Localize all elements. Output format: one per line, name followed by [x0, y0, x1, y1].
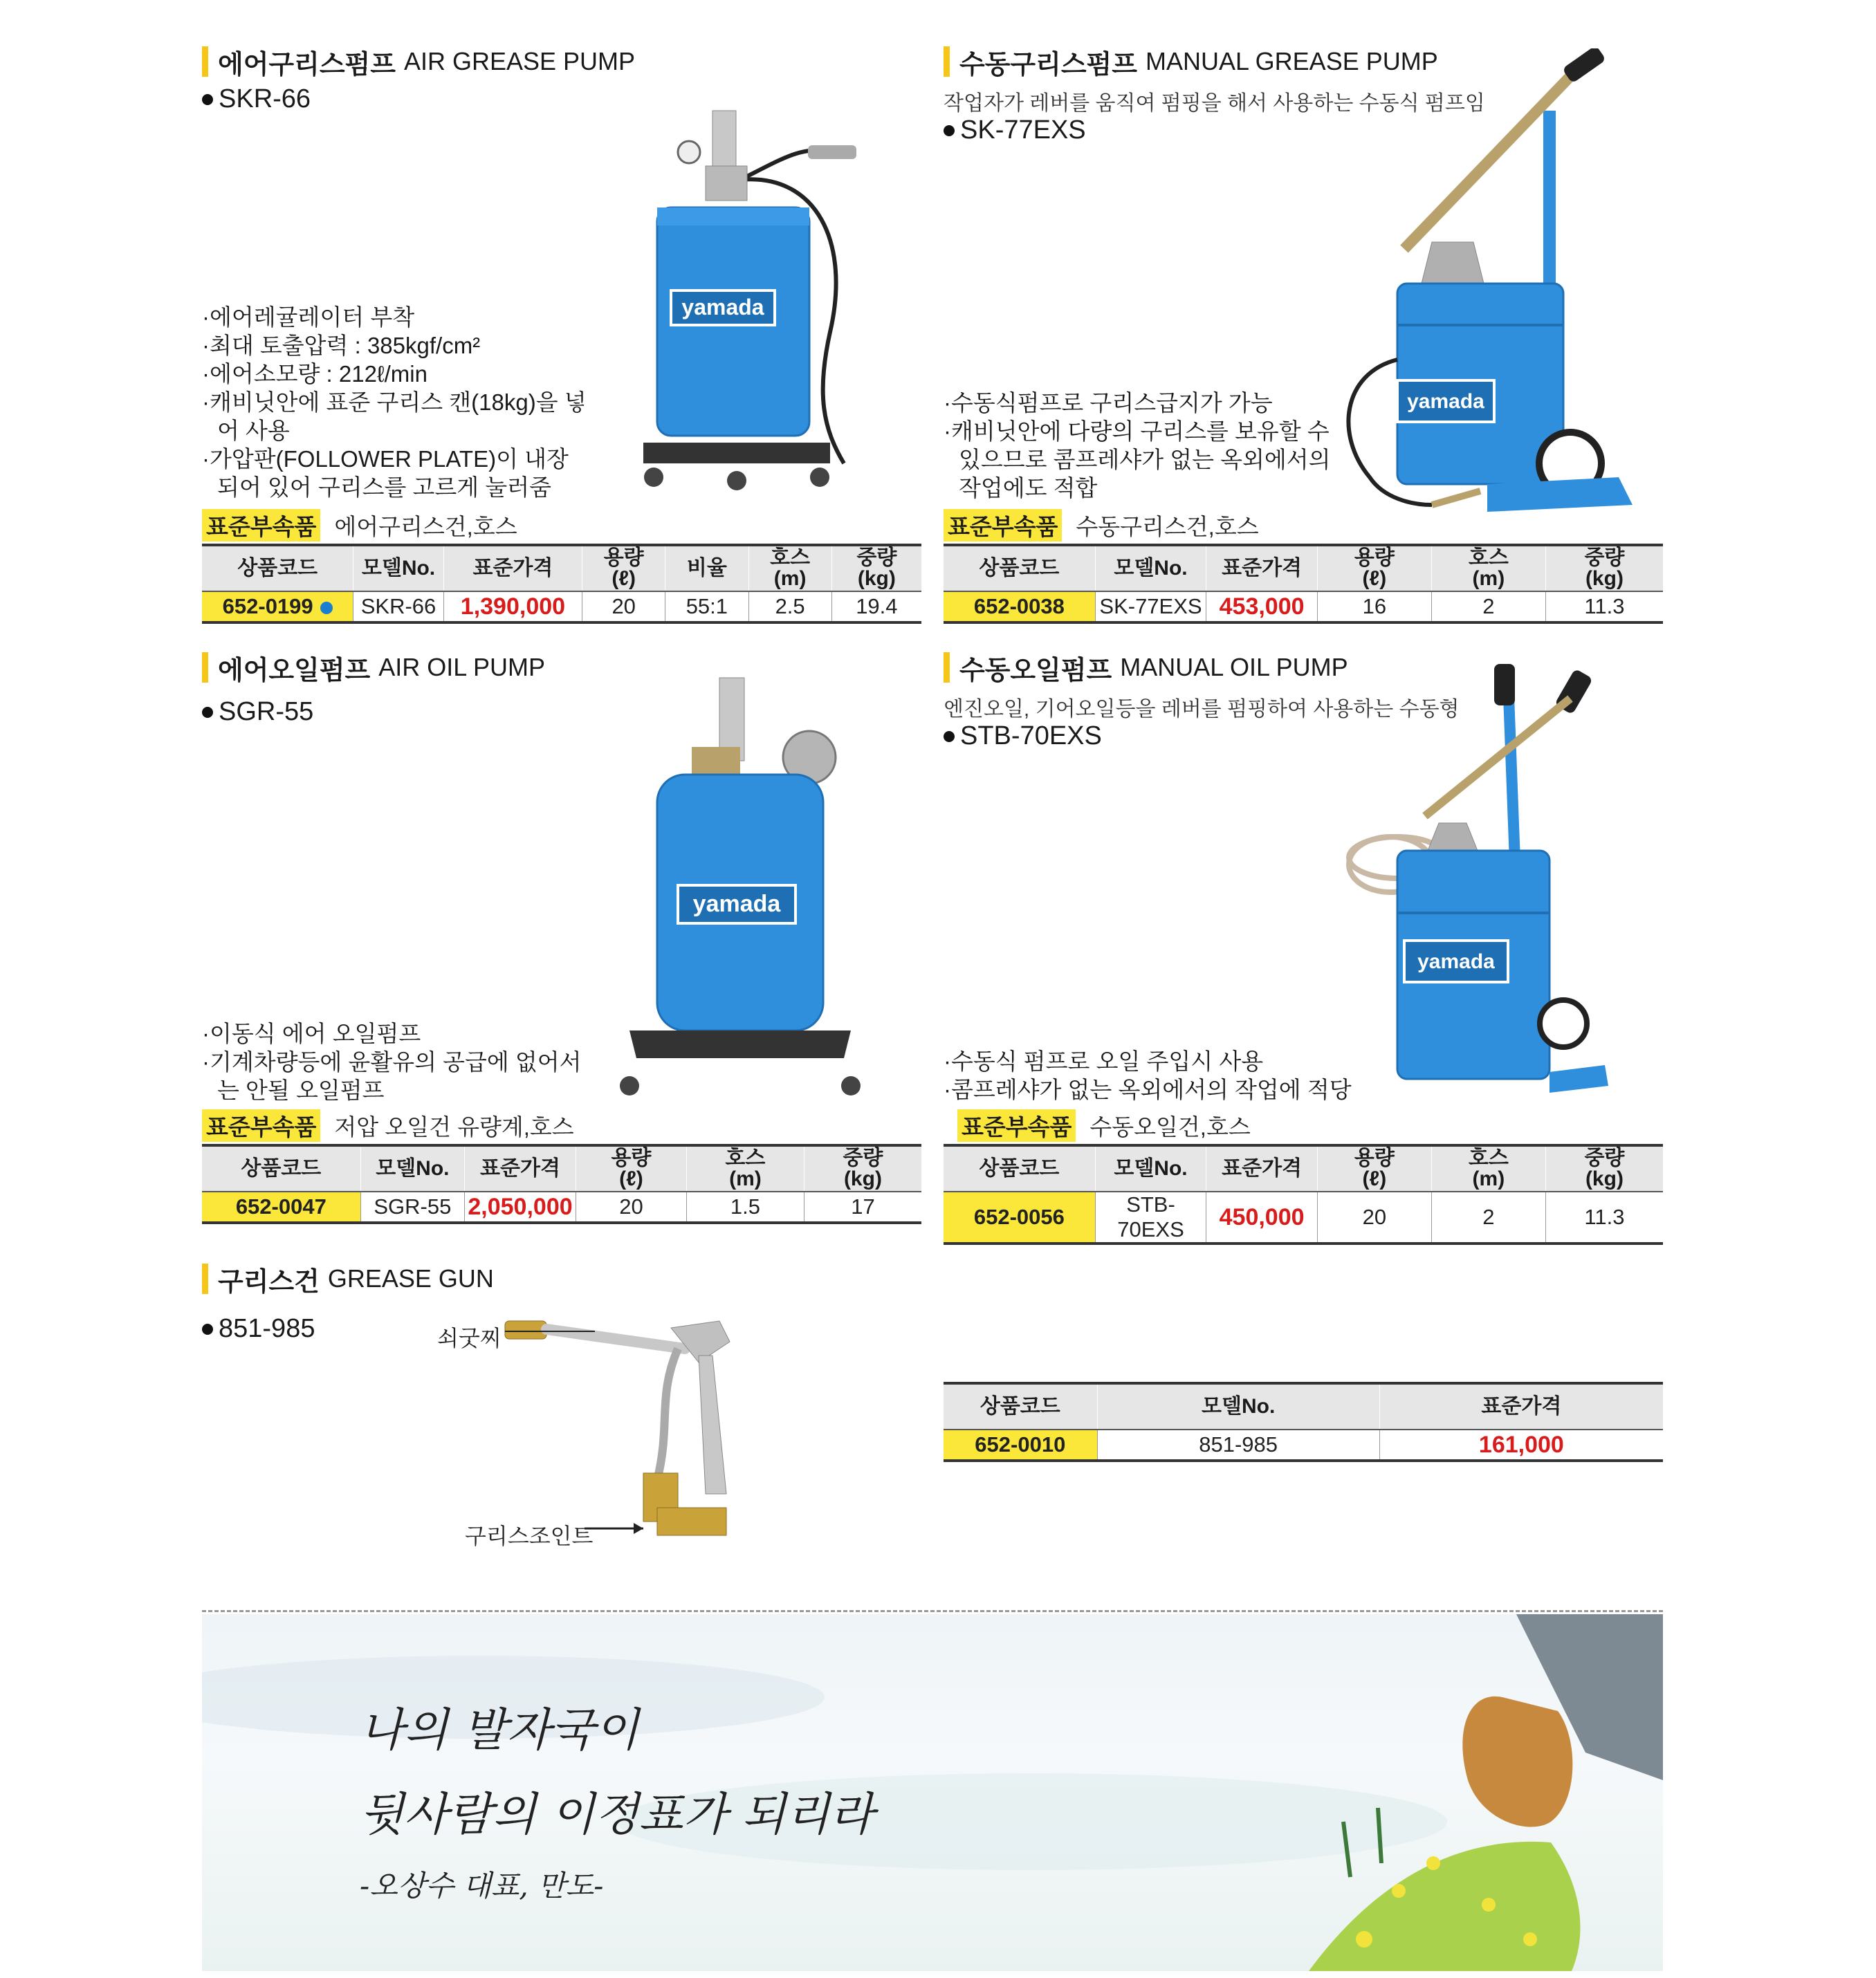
th: 상품코드 [944, 1145, 1095, 1192]
product-code-cell: 652-0047 [202, 1192, 360, 1223]
air-grease-accessory [202, 509, 517, 542]
gun-handle [699, 1356, 726, 1494]
th: 모델No. [1095, 1145, 1206, 1192]
manual-oil-accessory [957, 1109, 1251, 1142]
manual-oil-table [944, 1144, 1663, 1245]
air-grease-model-text: SKR-66 [219, 84, 311, 113]
grease-gun-model-text: 851-985 [219, 1314, 315, 1343]
accessory-label: 표준부속품 [202, 1109, 320, 1142]
feature-item: ·수동식 펌프로 오일 주입시 사용 [944, 1048, 1264, 1074]
price-cell: 1,390,000 [443, 591, 582, 622]
th: 용량 (ℓ) [1317, 1145, 1431, 1192]
bullet-icon [202, 1324, 213, 1335]
model-cell: SKR-66 [353, 591, 443, 622]
air-oil-model-text: SGR-55 [219, 697, 314, 726]
grease-gun-table [944, 1382, 1663, 1462]
manual-grease-accessory [944, 509, 1259, 542]
air-oil-accessory [202, 1109, 574, 1142]
air-oil-table [202, 1144, 921, 1224]
feature-item: ·최대 토출압력 : 385kgf/cm² [202, 333, 481, 358]
quote-line-1: 나의 발자국이 [360, 1703, 639, 1757]
grease-gun-image [491, 1300, 768, 1549]
capacity-cell: 16 [1317, 591, 1431, 622]
title-bar [202, 652, 208, 683]
price-cell: 453,000 [1206, 591, 1318, 622]
manual-oil-model [944, 721, 1102, 751]
divider-dashed [202, 1610, 1663, 1612]
feature-item: ·캐비닛안에 표준 구리스 캔(18kg)을 넣어 사용 [202, 389, 587, 443]
capacity-cell: 20 [582, 591, 665, 622]
th: 모델No. [353, 545, 443, 591]
hose-cell: 1.5 [686, 1192, 804, 1223]
th: 호스 (m) [748, 545, 831, 591]
product-code-cell: 652-0056 [944, 1192, 1095, 1244]
air-oil-title [202, 650, 545, 685]
title-bar [202, 46, 208, 77]
th: 상품코드 [944, 545, 1095, 591]
manual-oil-title [944, 650, 1348, 685]
manual-oil-model-text: STB-70EXS [960, 721, 1102, 750]
quote-banner [202, 1614, 1663, 1971]
model-cell: SK-77EXS [1095, 591, 1206, 622]
grease-gun-title-ko: 구리스건 [218, 1267, 320, 1297]
bullet-icon [202, 94, 213, 105]
th: 호스 (m) [686, 1145, 804, 1192]
air-oil-features [202, 1019, 603, 1104]
weight-cell: 11.3 [1545, 1192, 1663, 1244]
extension-tube [546, 1329, 685, 1349]
brand-logo: yamada [1417, 950, 1495, 973]
price-cell: 2,050,000 [465, 1192, 576, 1223]
price-cell: 161,000 [1379, 1430, 1663, 1461]
product-code-cell: 652-0199 [202, 591, 353, 622]
feature-item: ·가압판(FOLLOWER PLATE)이 내장되어 있어 구리스를 고르게 눌러줌 [202, 446, 569, 500]
th: 호스 (m) [1431, 1145, 1545, 1192]
manual-oil-desc: 엔진오일, 기어오일등을 레버를 펌핑하여 사용하는 수동형 [944, 698, 1460, 721]
manual-grease-pump-image [1342, 48, 1646, 519]
price-cell: 450,000 [1206, 1192, 1318, 1244]
model-cell: SGR-55 [360, 1192, 464, 1223]
brand-logo: yamada [681, 295, 764, 320]
bullet-icon [944, 125, 955, 136]
table-row [944, 1192, 1663, 1244]
th: 용량 (ℓ) [576, 1145, 686, 1192]
air-grease-title [202, 44, 635, 79]
manual-grease-model-text: SK-77EXS [960, 115, 1086, 145]
th: 모델No. [1097, 1383, 1379, 1430]
lever [1425, 699, 1570, 816]
feature-item: ·이동식 에어 오일펌프 [202, 1021, 421, 1046]
accessory-text: 수동구리스건,호스 [1076, 514, 1259, 539]
manual-oil-features [944, 1047, 1372, 1104]
grease-gun-model [202, 1314, 315, 1344]
weight-cell: 19.4 [831, 591, 921, 622]
grease-gun-title-en: GREASE GUN [327, 1264, 494, 1293]
air-oil-pump-image [609, 671, 872, 1127]
table-row [202, 591, 921, 622]
air-grease-model [202, 84, 311, 114]
brand-logo: yamada [1407, 390, 1484, 413]
title-bar [944, 652, 950, 683]
air-grease-title-ko: 에어구리스펌프 [218, 50, 396, 80]
air-motor [712, 111, 736, 173]
model-cell: 851-985 [1097, 1430, 1379, 1461]
capacity-cell: 20 [576, 1192, 686, 1223]
accessory-text: 수동오일건,호스 [1089, 1114, 1251, 1140]
accessory-label: 표준부속품 [957, 1109, 1076, 1142]
weight-cell: 17 [804, 1192, 921, 1223]
gauge-icon [678, 141, 700, 163]
handle-grip [1494, 664, 1515, 705]
th: 모델No. [360, 1145, 464, 1192]
air-grease-title-en: AIR GREASE PUMP [403, 47, 636, 75]
capacity-cell: 20 [1317, 1192, 1431, 1244]
accessory-text: 에어구리스건,호스 [334, 514, 517, 539]
model-cell: STB-70EXS [1095, 1192, 1206, 1244]
title-bar [202, 1264, 208, 1294]
manual-grease-title-en: MANUAL GREASE PUMP [1145, 47, 1438, 75]
accessory-text: 저압 오일건 유량계,호스 [334, 1114, 574, 1140]
th: 상품코드 [202, 1145, 360, 1192]
th: 표준가격 [1206, 1145, 1318, 1192]
feature-item: ·에어레귤레이터 부착 [202, 304, 415, 330]
accessory-label: 표준부속품 [944, 509, 1062, 542]
accessory-label: 표준부속품 [202, 509, 320, 542]
hose-cell: 2 [1431, 591, 1545, 622]
title-bar [944, 46, 950, 77]
ratio-cell: 55:1 [665, 591, 748, 622]
feature-item: ·기계차량등에 윤활유의 공급에 없어서는 안될 오일펌프 [202, 1049, 582, 1103]
trigger-lever [657, 1349, 678, 1480]
nozzle [505, 1321, 546, 1339]
th: 상품코드 [202, 545, 353, 591]
feature-item: ·에어소모량 : 212ℓ/min [202, 361, 427, 387]
air-grease-features [202, 303, 589, 501]
table-row [944, 1430, 1663, 1461]
th: 비율 [665, 545, 748, 591]
hose-cell: 2 [1431, 1192, 1545, 1244]
table-row [202, 1192, 921, 1223]
th: 모델No. [1095, 545, 1206, 591]
th: 표준가격 [443, 545, 582, 591]
bullet-icon [202, 707, 213, 718]
air-grease-table [202, 544, 921, 624]
th: 중량 (kg) [1545, 545, 1663, 591]
wheel [1540, 1000, 1587, 1047]
callout-nozzle: 쇠굿찌 [437, 1326, 502, 1351]
manual-grease-model [944, 115, 1086, 145]
shoe [1462, 1697, 1572, 1827]
weight-cell: 11.3 [1545, 591, 1663, 622]
brand-logo: yamada [692, 891, 781, 917]
dolly [643, 443, 830, 463]
manual-grease-desc: 작업자가 레버를 움직여 펌핑을 해서 사용하는 수동식 펌프임 [944, 92, 1485, 115]
th: 용량 (ℓ) [1317, 545, 1431, 591]
bullet-icon [944, 731, 955, 742]
product-code-cell: 652-0010 [944, 1430, 1097, 1461]
manual-oil-title-en: MANUAL OIL PUMP [1120, 653, 1348, 681]
manual-oil-pump-image [1342, 657, 1619, 1127]
manual-grease-table [944, 544, 1663, 624]
feature-item: ·수동식펌프로 구리스급지가 가능 [944, 390, 1273, 416]
th: 중량 (kg) [804, 1145, 921, 1192]
feature-item: ·캐비닛안에 다량의 구리스를 보유할 수 있으므로 콤프레샤가 없는 옥외에서의 작업에도 적합 [944, 418, 1331, 501]
air-oil-title-ko: 에어오일펌프 [218, 656, 371, 685]
air-oil-title-en: AIR OIL PUMP [378, 653, 545, 681]
product-code-cell: 652-0038 [944, 591, 1095, 622]
th: 중량 (kg) [1545, 1145, 1663, 1192]
th: 중량 (kg) [831, 545, 921, 591]
feature-item: ·콤프레샤가 없는 옥외에서의 작업에 적당 [944, 1077, 1352, 1102]
manual-grease-title-ko: 수동구리스펌프 [959, 50, 1137, 80]
th: 표준가격 [465, 1145, 576, 1192]
quote-line-2: 뒷사람의 이정표가 되리라 [360, 1788, 874, 1841]
th: 표준가격 [1379, 1383, 1663, 1430]
air-oil-model [202, 697, 313, 727]
th: 상품코드 [944, 1383, 1097, 1430]
manual-oil-title-ko: 수동오일펌프 [959, 656, 1112, 685]
table-row [944, 591, 1663, 622]
quote-signature: -오상수 대표, 만도- [360, 1869, 604, 1903]
dolly [629, 1030, 851, 1058]
grease-gun-title [202, 1261, 494, 1296]
air-grease-pump-image [623, 104, 858, 519]
manual-grease-features [944, 389, 1331, 502]
th: 호스 (m) [1431, 545, 1545, 591]
callout-joint: 구리스조인트 [465, 1524, 594, 1549]
th: 용량 (ℓ) [582, 545, 665, 591]
grease-gun [808, 145, 856, 159]
th: 표준가격 [1206, 545, 1318, 591]
hose-cell: 2.5 [748, 591, 831, 622]
blue-dot-icon [320, 602, 333, 614]
lever-grip [1562, 48, 1606, 84]
